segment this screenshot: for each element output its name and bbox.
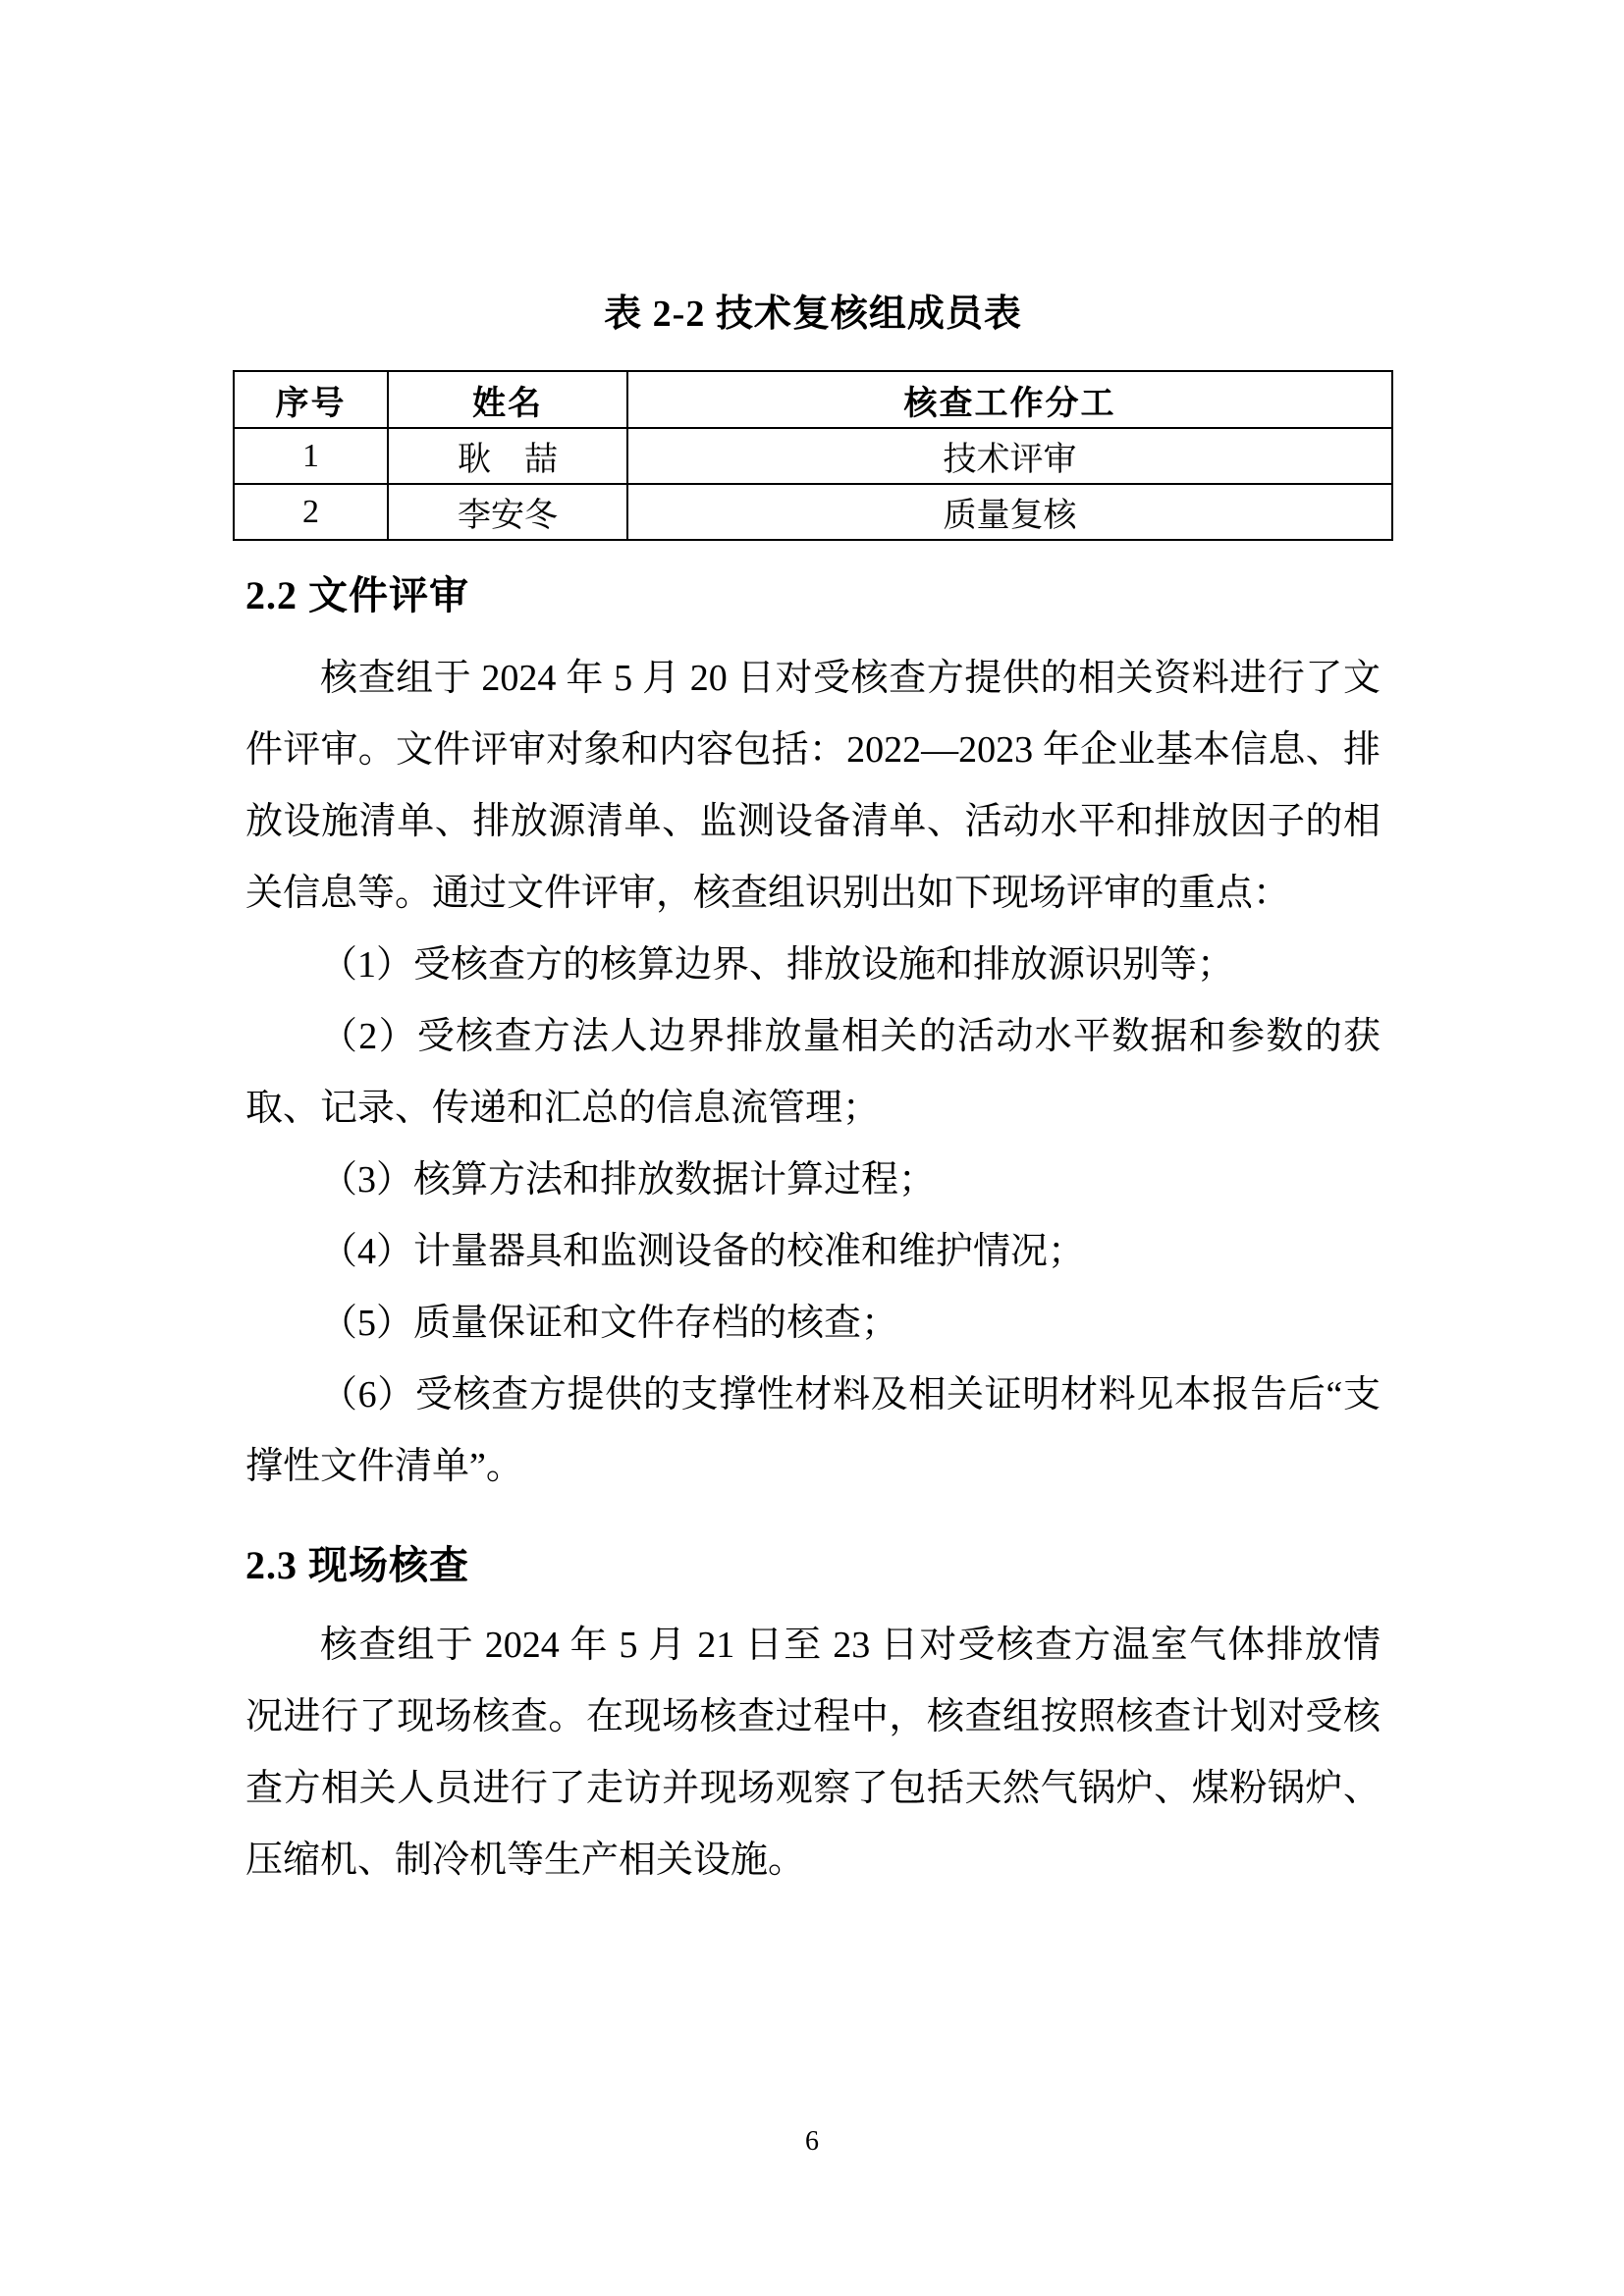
column-header-name: 姓名	[388, 371, 627, 428]
list-item: （2）受核查方法人边界排放量相关的活动水平数据和参数的获取、记录、传递和汇总的信息流管理；	[245, 1016, 1380, 1129]
cell-role: 质量复核	[627, 484, 1392, 540]
section-heading-2-2: 2.2 文件评审	[245, 573, 469, 617]
cell-index: 1	[234, 428, 388, 484]
list-item: （3）核算方法和排放数据计算过程；	[320, 1159, 937, 1201]
table-header-row	[234, 371, 1392, 428]
column-header-index: 序号	[234, 371, 388, 428]
cell-index: 2	[234, 484, 388, 540]
column-header-role: 核查工作分工	[627, 371, 1392, 428]
section-2-3-intro-paragraph: 核查组于 2024 年 5 月 21 日至 23 日对受核查方温室气体排放情况进行了现场核查。在现场核查过程中，核查组按照核查计划对受核查方相关人员进行了走访并现场观察了包括天然气锅炉、煤粉锅炉、压缩机、制冷机等生产相关设施。	[245, 1625, 1380, 1881]
list-item: （4）计量器具和监测设备的校准和维护情况；	[320, 1231, 1086, 1272]
page-content	[245, 291, 1380, 1896]
cell-role: 技术评审	[627, 428, 1392, 484]
review-team-table	[233, 370, 1393, 541]
table-row	[234, 428, 1392, 484]
table-row	[234, 484, 1392, 540]
list-item: （6）受核查方提供的支撑性材料及相关证明材料见本报告后“支撑性文件清单”。	[245, 1374, 1380, 1487]
review-focus-list	[245, 930, 1380, 1503]
cell-name: 李安冬	[388, 484, 627, 540]
section-2-2-intro-paragraph: 核查组于 2024 年 5 月 20 日对受核查方提供的相关资料进行了文件评审。文件评审对象和内容包括：2022—2023 年企业基本信息、排放设施清单、排放源清单、监测设备清单、活动水平和排放因子的相关信息等。通过文件评审，核查组识别出如下现场评审的重点：	[245, 658, 1380, 914]
page-number: 6	[805, 2126, 819, 2157]
list-item: （1）受核查方的核算边界、排放设施和排放源识别等；	[320, 944, 1235, 986]
section-heading-2-3: 2.3 现场核查	[245, 1543, 469, 1587]
cell-name: 耿 喆	[388, 428, 627, 484]
table-caption: 表 2-2 技术复核组成员表	[604, 294, 1022, 335]
list-item: （5）质量保证和文件存档的核查；	[320, 1303, 899, 1344]
